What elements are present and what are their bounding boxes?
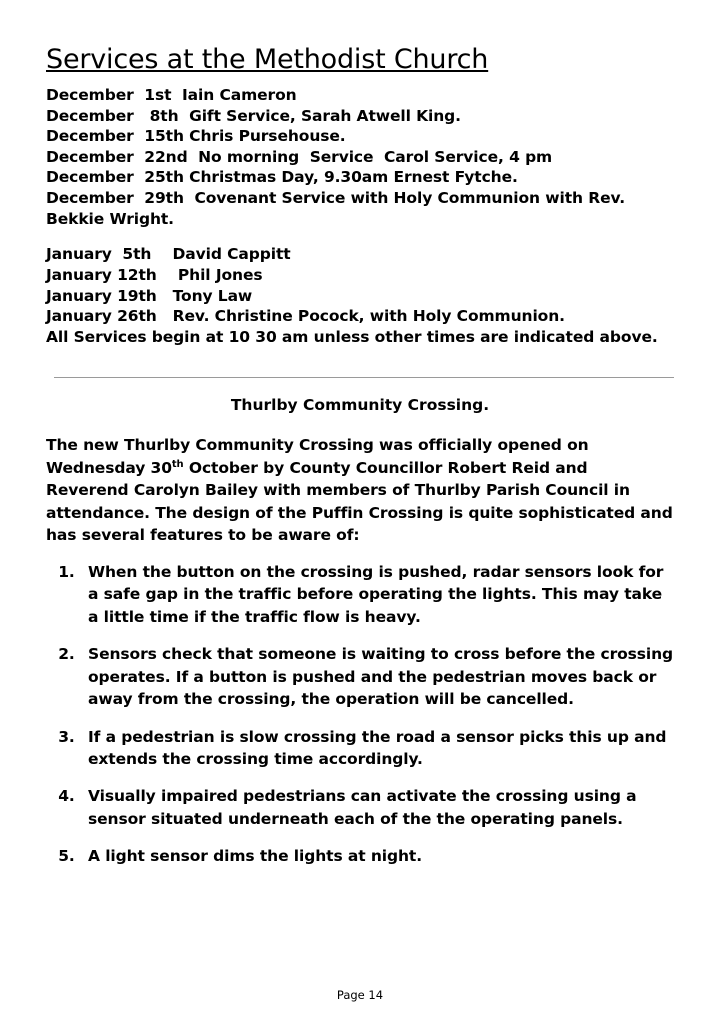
- service-line: December 22nd No morning Service Carol Service, 4 pm: [46, 147, 553, 166]
- list-item: 1. When the button on the crossing is pushed, radar sensors look for a safe gap in the traffic before operating the lights. This may take a little time if the traffic flow is heavy.: [80, 561, 674, 628]
- service-line: December 1st Iain Cameron: [46, 86, 297, 105]
- intro-text-pre: The new Thurlby Community Crossing was officially opened on Wednesday 30: [46, 436, 589, 477]
- intro-paragraph: [46, 434, 674, 546]
- service-line: January 19th Tony Law: [46, 286, 253, 305]
- list-spacer: [46, 229, 674, 244]
- crossing-features-list: [46, 561, 674, 868]
- service-times-note: All Services begin at 10 30 am unless other times are indicated above.: [46, 327, 658, 346]
- list-item: 4. Visually impaired pedestrians can activate the crossing using a sensor situated underneath each of the the operating panels.: [80, 785, 674, 830]
- methodist-service-list: [46, 85, 674, 347]
- service-line: December 8th Gift Service, Sarah Atwell King.: [46, 106, 461, 125]
- list-item: 5. A light sensor dims the lights at night.: [80, 845, 674, 867]
- service-line: January 26th Rev. Christine Pocock, with Holy Communion.: [46, 307, 565, 326]
- section-divider: [54, 377, 674, 378]
- service-line: December 25th Christmas Day, 9.30am Ernest Fytche.: [46, 168, 518, 187]
- service-line: December 29th Covenant Service with Holy Communion with Rev.: [46, 189, 626, 208]
- page-title: Services at the Methodist Church: [46, 44, 489, 75]
- intro-text-post: October by County Councillor Robert Reid and Reverend Carolyn Bailey with members of Thurlby Parish Council in attendance. The design of the Puffin Crossing is quite sophisticated and has several features to be aware of:: [46, 458, 673, 545]
- service-line: Bekkie Wright.: [46, 209, 174, 228]
- service-line: December 15th Chris Pursehouse.: [46, 127, 346, 146]
- list-item: 2. Sensors check that someone is waiting to cross before the crossing operates. If a button is pushed and the pedestrian moves back or away from the crossing, the operation will be cancelled.: [80, 643, 674, 710]
- section-heading: Thurlby Community Crossing.: [230, 396, 490, 415]
- service-line: January 12th Phil Jones: [46, 265, 263, 284]
- list-item: 3. If a pedestrian is slow crossing the road a sensor picks this up and extends the crossing time accordingly.: [80, 726, 674, 771]
- page-footer: Page 14: [336, 988, 384, 1002]
- service-line: January 5th David Cappitt: [46, 245, 291, 264]
- ordinal-suffix: th: [171, 458, 184, 470]
